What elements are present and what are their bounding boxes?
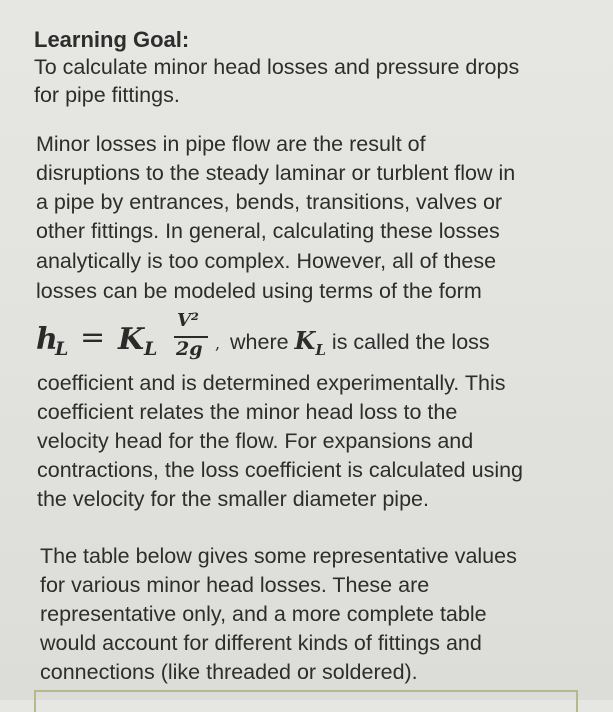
paragraph-line: Minor losses in pipe flow are the result of [36, 132, 426, 156]
learning-goal-line: for pipe fittings. [34, 83, 180, 107]
head-loss-formula [34, 312, 604, 372]
paragraph-line: coefficient relates the minor head loss to the [37, 400, 458, 424]
paragraph-line: The table below gives some representative values [40, 544, 517, 568]
inline-k-symbol: K [294, 326, 316, 355]
learning-goal-line: To calculate minor head losses and pressure drops [34, 55, 520, 79]
paragraph-line: losses can be modeled using terms of the form [36, 279, 482, 303]
formula-h-subscript: L [55, 338, 69, 360]
paragraph-line: coefficient and is determined experimentally. This [37, 371, 506, 395]
paragraph-line: other fittings. In general, calculating these losses [36, 219, 500, 243]
paragraph-line: would account for different kinds of fittings and [40, 631, 482, 655]
paragraph-line: a pipe by entrances, bends, transitions, valves or [36, 190, 503, 214]
paragraph-line: disruptions to the steady laminar or turblent flow in [36, 161, 516, 185]
paragraph-line: representative only, and a more complete table [40, 602, 487, 626]
learning-goal-heading: Learning Goal: [34, 27, 190, 52]
inline-k-subscript: L [315, 340, 326, 359]
formula-description [230, 326, 490, 359]
paragraph-line: contractions, the loss coefficient is calculated using [37, 458, 524, 482]
formula-numerator: V² [177, 310, 199, 331]
formula-tail-before: where [230, 330, 295, 354]
formula-denominator: 2g [176, 338, 203, 360]
formula-h: h [36, 322, 58, 357]
paragraph-line: analytically is too complex. However, all of these [36, 249, 497, 273]
table-top-edge [34, 690, 578, 712]
formula-k-subscript: L [144, 338, 158, 360]
paragraph-line: velocity head for the flow. For expansions and [37, 429, 474, 453]
paragraph-line: for various minor head losses. These are [40, 573, 430, 597]
paragraph-line: connections (like threaded or soldered). [40, 660, 418, 684]
formula-comma: , [215, 334, 221, 353]
paragraph-line: the velocity for the smaller diameter pipe. [37, 487, 429, 511]
inline-k [294, 326, 326, 359]
formula-k: K [118, 322, 145, 357]
formula-equals: = [80, 320, 106, 355]
formula-tail-after: is called the loss [325, 330, 490, 354]
